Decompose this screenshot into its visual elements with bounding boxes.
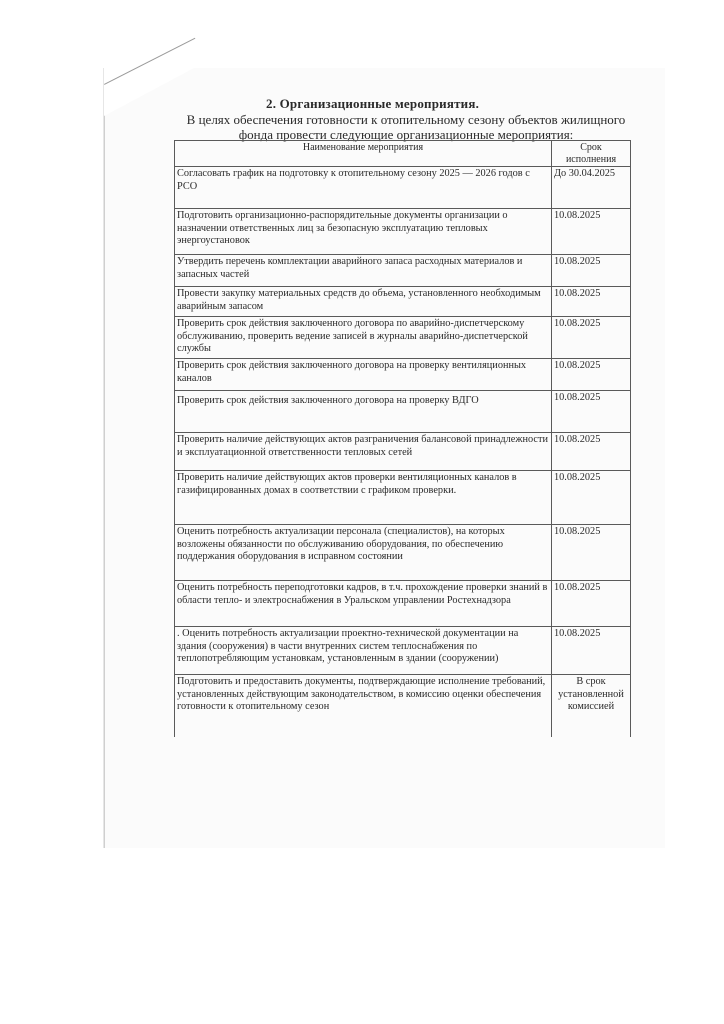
measure-deadline: 10.08.2025: [552, 359, 631, 391]
table-row: [175, 471, 631, 525]
table-row: [175, 167, 631, 209]
section-heading: 2. Организационные мероприятия.: [266, 96, 480, 111]
table-header-row: [175, 141, 631, 167]
measure-deadline: 10.08.2025: [552, 525, 631, 581]
table-row: [175, 287, 631, 317]
measure-name: Проверить наличие действующих актов разграничения балансовой принадлежности и эксплуатационной ответственности тепловых сетей: [175, 433, 552, 471]
measure-name: Проверить срок действия заключенного договора на проверку вентиляционных каналов: [175, 359, 552, 391]
measure-deadline: 10.08.2025: [552, 391, 631, 433]
measure-deadline: 10.08.2025: [552, 433, 631, 471]
measures-table: [174, 140, 631, 737]
table-row: [175, 525, 631, 581]
folded-corner: [104, 68, 194, 116]
measure-deadline: 10.08.2025: [552, 317, 631, 359]
measure-name: Оценить потребность актуализации персонала (специалистов), на которых возложены обязанности по обслуживанию оборудования, по обеспечению поддержания оборудования в исправном состоянии: [175, 525, 552, 581]
measure-name: Согласовать график на подготовку к отопительному сезону 2025 — 2026 годов с РСО: [175, 167, 552, 209]
table-row: [175, 359, 631, 391]
table-row: [175, 581, 631, 627]
measure-deadline: 10.08.2025: [552, 471, 631, 525]
table-row: [175, 675, 631, 737]
measure-deadline: 10.08.2025: [552, 287, 631, 317]
measure-deadline: До 30.04.2025: [552, 167, 631, 209]
measure-name: Подготовить и предоставить документы, подтверждающие исполнение требований, установленных действующим законодательством, в комиссию оценки обеспечения готовности к отопительному сезон: [175, 675, 552, 737]
measure-name: Оценить потребность переподготовки кадров, в т.ч. прохождение проверки знаний в области тепло- и электроснабжения в Уральском управлении Ростехнадзора: [175, 581, 552, 627]
measure-name: . Оценить потребность актуализации проектно-технической документации на здания (сооружения) в части внутренних систем теплоснабжения по теплопотребляющим установкам, установленным в здании (сооружении): [175, 627, 552, 675]
measure-deadline: 10.08.2025: [552, 255, 631, 287]
section-intro: В целях обеспечения готовности к отопительному сезону объектов жилищного фонда провести следующие организационные мероприятия:: [186, 112, 626, 142]
measure-name: Утвердить перечень комплектации аварийного запаса расходных материалов и запасных частей: [175, 255, 552, 287]
measure-deadline: 10.08.2025: [552, 581, 631, 627]
measure-name: Проверить наличие действующих актов проверки вентиляционных каналов в газифицированных домах в соответствии с графиком проверки.: [175, 471, 552, 525]
table-row: [175, 317, 631, 359]
header-measure-name: Наименование мероприятия: [175, 141, 552, 167]
measure-name: Проверить срок действия заключенного договора по аварийно-диспетчерскому обслуживанию, проверить ведение записей в журналы аварийно-диспетчерской службы: [175, 317, 552, 359]
table-row: [175, 433, 631, 471]
measure-deadline: 10.08.2025: [552, 209, 631, 255]
measure-name: Проверить срок действия заключенного договора на проверку ВДГО: [175, 391, 552, 433]
measure-deadline: 10.08.2025: [552, 627, 631, 675]
measure-deadline: В срок установленной комиссией: [552, 675, 631, 737]
measure-name: Провести закупку материальных средств до объема, установленного необходимым аварийным запасом: [175, 287, 552, 317]
table-row: [175, 627, 631, 675]
table-row: [175, 255, 631, 287]
table-row: [175, 209, 631, 255]
header-deadline: Срок исполнения: [552, 141, 631, 167]
measure-name: Подготовить организационно-распорядительные документы организации о назначении ответственных лиц за безопасную эксплуатацию тепловых энергоустановок: [175, 209, 552, 255]
table-row: [175, 391, 631, 433]
